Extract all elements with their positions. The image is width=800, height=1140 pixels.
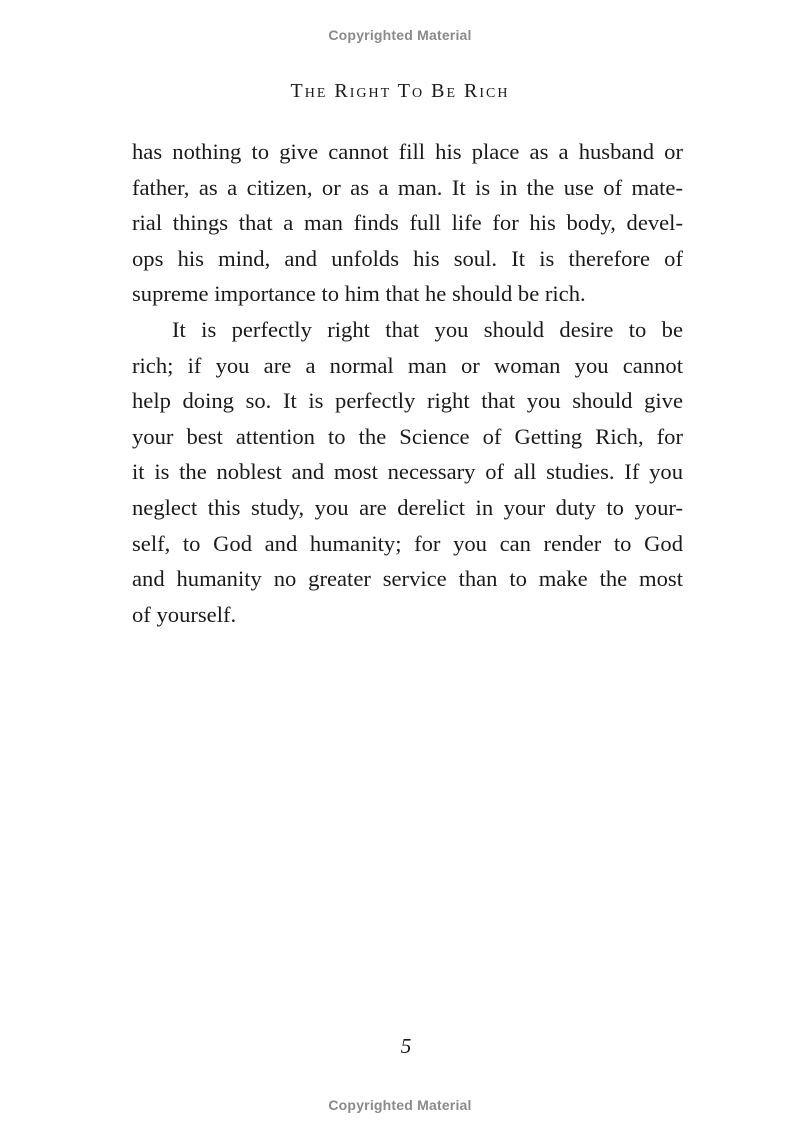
running-head: The Right To Be Rich [290, 80, 510, 102]
page-number: 5 [400, 1034, 412, 1058]
paragraph-2 [132, 312, 683, 632]
text-line: self, to God and humanity; for you can render to God [132, 530, 683, 556]
text-line: your best attention to the Science of Getting Rich, for [132, 423, 683, 449]
text-line: rich; if you are a normal man or woman you cannot [132, 352, 683, 378]
text-line: it is the noblest and most necessary of all studies. If you [132, 459, 683, 485]
text-line: and humanity no greater service than to make the most [132, 566, 683, 592]
text-line: has nothing to give cannot fill his place as a husband or [132, 139, 683, 164]
text-line: rial things that a man finds full life for his body, devel- [132, 210, 683, 236]
paragraph-1 [132, 134, 683, 312]
copyright-watermark-top: Copyrighted Material [328, 27, 472, 43]
text-line: ops his mind, and unfolds his soul. It is therefore of [132, 245, 683, 271]
text-line: help doing so. It is perfectly right that you should give [132, 388, 683, 414]
body-text [132, 134, 683, 632]
text-line: neglect this study, you are derelict in your duty to your- [132, 494, 683, 520]
text-line: supreme importance to him that he should be rich. [132, 281, 586, 307]
copyright-watermark-bottom: Copyrighted Material [328, 1097, 472, 1113]
text-line: of yourself. [132, 601, 237, 627]
text-line: father, as a citizen, or as a man. It is in the use of mate- [132, 174, 683, 200]
text-line: It is perfectly right that you should desire to be [172, 316, 683, 342]
